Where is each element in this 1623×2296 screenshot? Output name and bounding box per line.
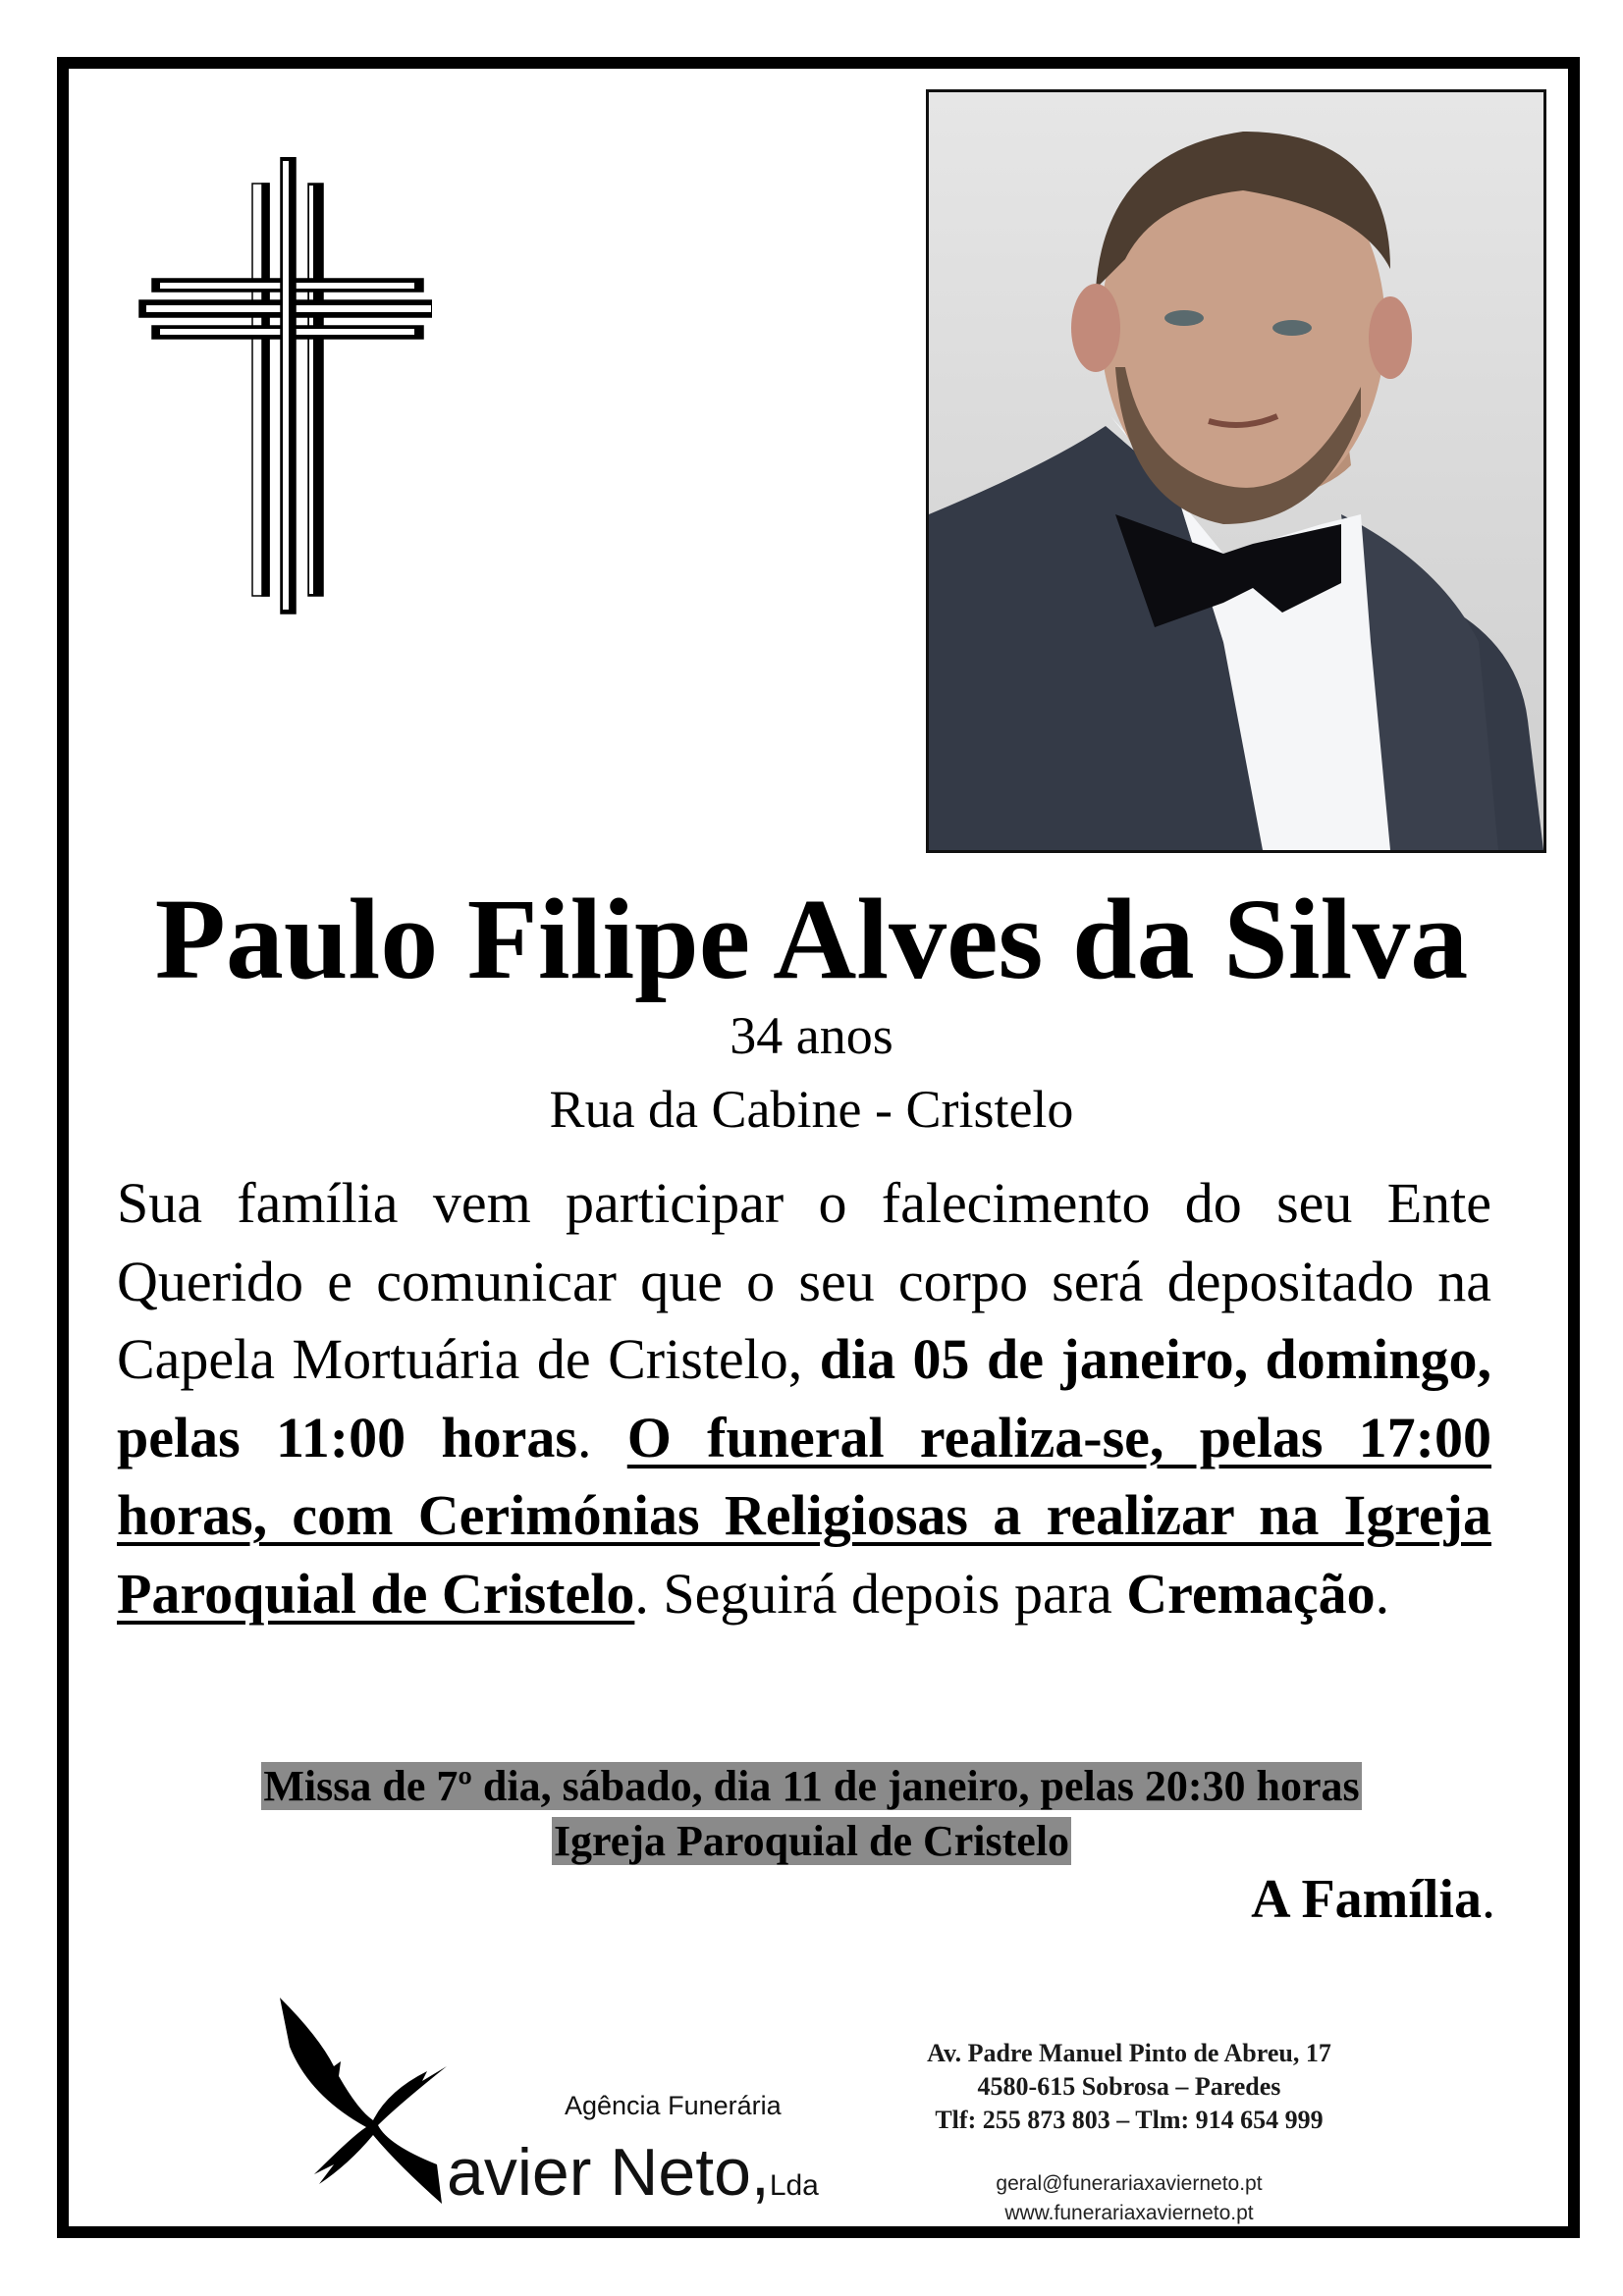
cross-icon	[137, 157, 432, 667]
deceased-age: 34 anos	[730, 1006, 893, 1065]
cremation-label: Cremação	[1126, 1561, 1376, 1626]
announcement-text: . Seguirá depois para	[634, 1561, 1127, 1626]
wake-datetime: dia 05 de janeiro, domingo, pelas 11:00 horas	[117, 1327, 1491, 1469]
announcement-paragraph	[117, 1164, 1491, 1632]
agency-website[interactable]: www.funerariaxavierneto.pt	[1004, 2202, 1254, 2224]
agency-email[interactable]: geral@funerariaxavierneto.pt	[996, 2172, 1263, 2195]
funeral-details: O funeral realiza-se, pelas 17:00 horas, com Cerimónias Religiosas a realizar na Igreja Paroquial de Cristelo	[117, 1405, 1491, 1626]
agency-name	[447, 2135, 819, 2223]
agency-name-text: avier Neto,	[447, 2135, 770, 2210]
deceased-name: Paulo Filipe Alves da Silva	[154, 875, 1469, 1003]
signature-period: .	[1482, 1869, 1495, 1930]
agency-phones: Tlf: 255 873 803 – Tlm: 914 654 999	[935, 2106, 1324, 2134]
mass-line-1: Missa de 7º dia, sábado, dia 11 de janeiro, pelas 20:30 horas	[263, 1762, 1360, 1810]
announcement-text: Sua família vem participar o falecimento do seu Ente Querido e comunicar que o seu corpo será depositado na Capela Mortuária de Cristelo,	[117, 1171, 1491, 1391]
agency-contact	[864, 2037, 1394, 2137]
agency-web	[864, 2169, 1394, 2228]
signature	[1251, 1868, 1495, 1931]
mass-notice	[0, 1759, 1623, 1869]
agency-suffix: Lda	[769, 2169, 819, 2202]
agency-address-line-2: 4580-615 Sobrosa – Paredes	[977, 2072, 1281, 2101]
announcement-text: .	[1375, 1561, 1390, 1626]
mass-line-2: Igreja Paroquial de Cristelo	[553, 1817, 1070, 1865]
announcement-text: .	[576, 1405, 627, 1469]
agency-tagline: Agência Funerária	[565, 2091, 782, 2120]
portrait-photo	[926, 89, 1546, 853]
deceased-address: Rua da Cabine - Cristelo	[549, 1080, 1074, 1139]
signature-text: A Família	[1251, 1869, 1482, 1930]
agency-address-line-1: Av. Padre Manuel Pinto de Abreu, 17	[927, 2039, 1331, 2067]
